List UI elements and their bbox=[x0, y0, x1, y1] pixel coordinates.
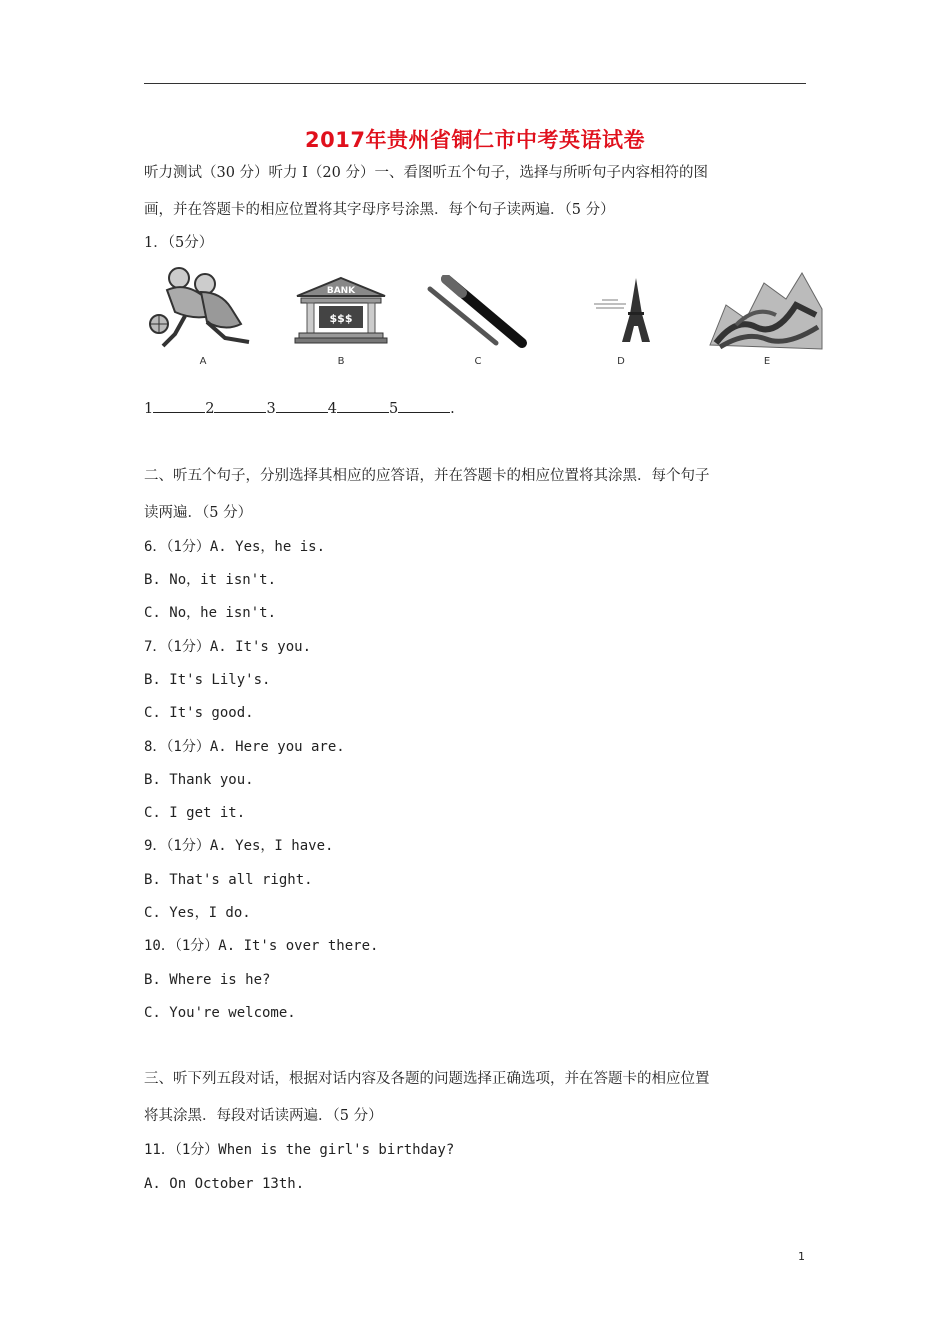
question-line: 9．（1分）A. Yes，I have. bbox=[144, 838, 334, 854]
picture-label-b: B bbox=[337, 356, 345, 367]
eiffel-tower-icon bbox=[588, 276, 678, 346]
picture-label-c: C bbox=[474, 356, 482, 367]
answer-blank-2[interactable] bbox=[214, 400, 266, 413]
question-line: 8．（1分）A. Here you are. bbox=[144, 739, 345, 755]
blank-number-1: 1 bbox=[144, 401, 154, 417]
answer-blank-4[interactable] bbox=[337, 400, 389, 413]
option-line: A. On October 13th. bbox=[144, 1176, 305, 1192]
answer-blank-3[interactable] bbox=[276, 400, 328, 413]
picture-label-a: A bbox=[199, 356, 207, 367]
section3-intro-line1: 三、听下列五段对话，根据对话内容及各题的问题选择正确选项，并在答题卡的相应位置 bbox=[144, 1071, 710, 1087]
answer-blanks-row bbox=[144, 400, 455, 418]
basketball-players-icon bbox=[145, 262, 265, 354]
option-line: C. You're welcome. bbox=[144, 1005, 296, 1021]
option-line: B. That's all right. bbox=[144, 872, 313, 888]
blank-number-2: 2 bbox=[205, 401, 215, 417]
section2-intro-line1: 二、听五个句子，分别选择其相应的应答语，并在答题卡的相应位置将其涂黑．每个句子 bbox=[144, 468, 710, 484]
section1-intro-line1: 听力测试（30 分）听力 I（20 分）一、看图听五个句子，选择与所听句子内容相符的图 bbox=[144, 165, 708, 181]
option-line: C. It's good. bbox=[144, 705, 254, 721]
option-line: B. Where is he? bbox=[144, 972, 271, 988]
option-line: C. I get it. bbox=[144, 805, 246, 821]
blanks-end: . bbox=[450, 401, 455, 417]
picture-label-d: D bbox=[617, 356, 625, 367]
option-line: C. No，he isn't. bbox=[144, 605, 277, 621]
option-line: B. Thank you. bbox=[144, 772, 254, 788]
section1-intro-line2: 画，并在答题卡的相应位置将其字母序号涂黑．每个句子读两遍．（5 分） bbox=[144, 202, 615, 218]
section3-intro-line2: 将其涂黑．每段对话读两遍．（5 分） bbox=[144, 1108, 383, 1124]
blank-number-5: 5 bbox=[388, 401, 399, 417]
svg-text:BANK: BANK bbox=[326, 286, 356, 296]
bank-icon bbox=[291, 276, 391, 346]
question-line: 10．（1分）A. It's over there. bbox=[144, 938, 379, 954]
question-1-label: 1．（5分） bbox=[144, 235, 214, 251]
pen-icon bbox=[424, 275, 530, 351]
question-line: 7．（1分）A. It's you. bbox=[144, 639, 312, 655]
page-title: 2017年贵州省铜仁市中考英语试卷 bbox=[305, 128, 645, 152]
great-wall-icon bbox=[706, 265, 826, 353]
header-rule bbox=[144, 83, 806, 84]
page-number: 1 bbox=[798, 1250, 805, 1263]
option-line: C. Yes，I do. bbox=[144, 905, 251, 921]
answer-blank-5[interactable] bbox=[398, 400, 450, 413]
svg-text:$$$: $$$ bbox=[329, 312, 353, 325]
question-line: 11．（1分）When is the girl's birthday? bbox=[144, 1142, 455, 1158]
blank-number-3: 3 bbox=[266, 401, 276, 417]
answer-blank-1[interactable] bbox=[153, 400, 205, 413]
option-line: B. No，it isn't. bbox=[144, 572, 277, 588]
blank-number-4: 4 bbox=[327, 401, 337, 417]
picture-label-e: E bbox=[763, 356, 771, 367]
option-line: B. It's Lily's. bbox=[144, 672, 271, 688]
question-line: 6．（1分）A. Yes，he is. bbox=[144, 539, 326, 555]
section2-intro-line2: 读两遍．（5 分） bbox=[144, 505, 253, 521]
